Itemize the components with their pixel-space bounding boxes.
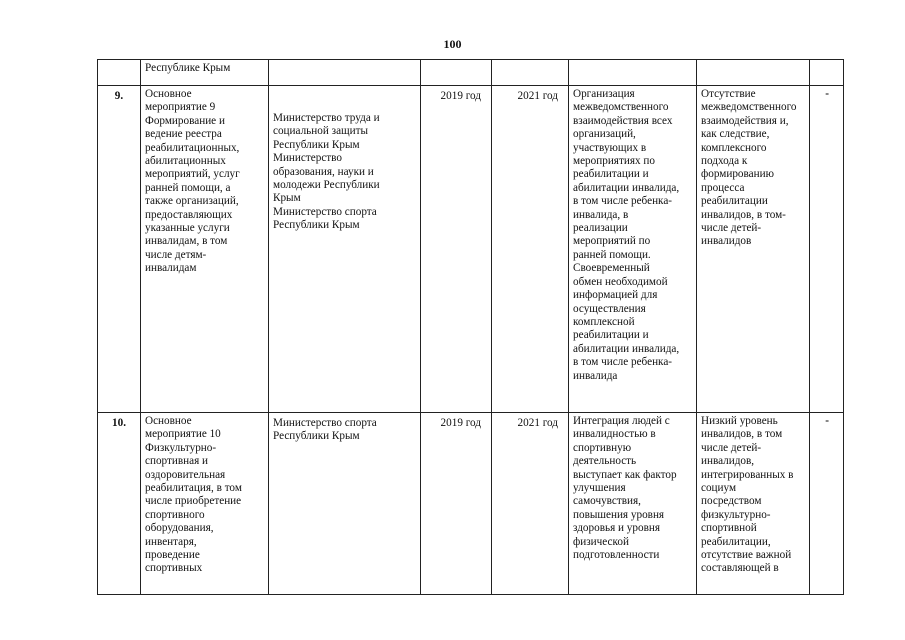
cell-result — [569, 60, 697, 86]
expected-result: Организация межведомственного взаимодействия всех организаций, участвующих в мероприятиях по реабилитации и абилитации инвалида, в том числе ребенка- инвалида, в реализации мероприятий по ранней помощи. Своевременный обмен необходимой информацией для осуществления комплексной реабилитации и абилитации инвалида, в том числе ребенка- инвалида — [569, 86, 697, 413]
cell-indicator — [810, 60, 844, 86]
row-number: 10. — [98, 413, 141, 595]
cell-consequences — [697, 60, 810, 86]
cell-end — [492, 60, 569, 86]
consequences: Отсутствие межведомственного взаимодействия и, как следствие, комплексного подхода к формированию процесса реабилитации инвалидов, в том- числе детей- инвалидов — [697, 86, 810, 413]
cell-executor — [269, 60, 421, 86]
cell-name: Республике Крым — [141, 60, 269, 86]
indicator-link: - — [810, 413, 844, 595]
end-year: 2021 год — [492, 86, 569, 413]
indicator-link: - — [810, 86, 844, 413]
row-number: 9. — [98, 86, 141, 413]
cell-num — [98, 60, 141, 86]
table-row — [98, 413, 844, 595]
executor: Министерство спорта Республики Крым — [269, 413, 421, 595]
end-year: 2021 год — [492, 413, 569, 595]
expected-result: Интеграция людей с инвалидностью в спортивную деятельность выступает как фактор улучшения самочувствия, повышения уровня здоровья и уровня физической подготовленности — [569, 413, 697, 595]
activity-name: Основное мероприятие 10 Физкультурно- спортивная и оздоровительная реабилитация, в том числе приобретение спортивного оборудования, инвентаря, проведение спортивных — [141, 413, 269, 595]
executor: Министерство труда и социальной защиты Республики Крым Министерство образования, науки и молодежи Республики Крым Министерство спорта Республики Крым — [269, 86, 421, 413]
start-year: 2019 год — [421, 86, 492, 413]
table-row-continuation — [98, 60, 844, 86]
page-number: 100 — [443, 37, 462, 51]
program-table — [97, 59, 844, 595]
consequences: Низкий уровень инвалидов, в том числе детей- инвалидов, интегрированных в социум посредством физкультурно- спортивной реабилитации, отсутствие важной составляющей в — [697, 413, 810, 595]
cell-start — [421, 60, 492, 86]
activity-name: Основное мероприятие 9 Формирование и ведение реестра реабилитационных, абилитационных мероприятий, услуг ранней помощи, а также организаций, предоставляющих указанные услуги инвалидам, в том числе детям- инвалидам — [141, 86, 269, 413]
start-year: 2019 год — [421, 413, 492, 595]
table-row — [98, 86, 844, 413]
